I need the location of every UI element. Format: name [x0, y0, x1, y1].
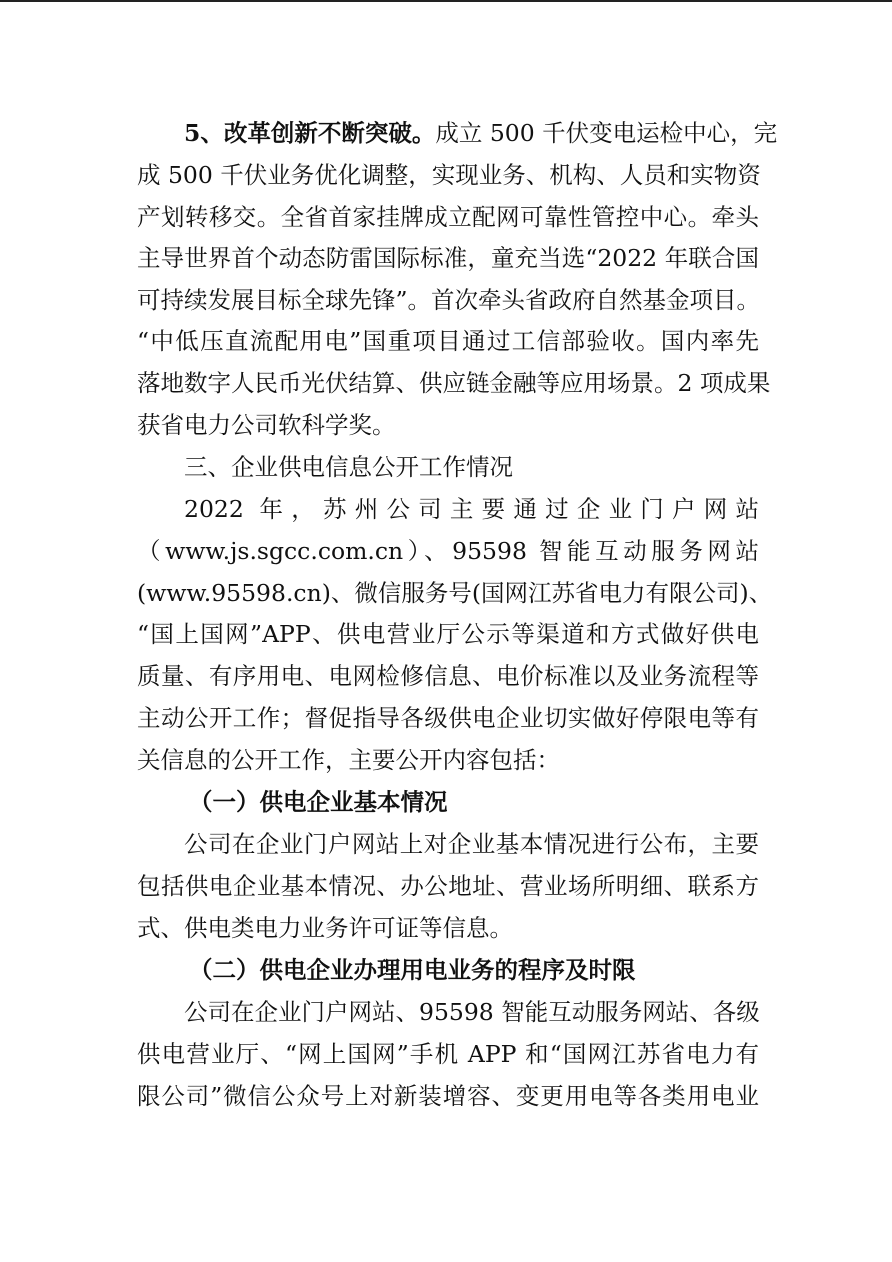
sub1-line-2: 包括供电企业基本情况、办公地址、营业场所明细、联系方 — [137, 872, 759, 900]
section3-line-2: （www.js.sgcc.com.cn）、95598 智能互动服务网站 — [137, 537, 759, 565]
section3-line-1: 2022 年，苏州公司主要通过企业门户网站 — [184, 495, 759, 523]
section3-line-3: (www.95598.cn)、微信服务号(国网江苏省电力有限公司)、 — [137, 579, 773, 607]
section3-line-7: 关信息的公开工作，主要公开内容包括： — [137, 746, 560, 774]
para5-line-1 — [137, 118, 778, 148]
sub2-heading: （二）供电企业办理用电业务的程序及时限 — [189, 956, 636, 984]
sub1-heading: （一）供电企业基本情况 — [189, 788, 448, 816]
sub2-line-3: 限公司”微信公众号上对新装增容、变更用电等各类用电业 — [137, 1082, 759, 1110]
sub2-line-1: 公司在企业门户网站、95598 智能互动服务网站、各级 — [184, 998, 760, 1026]
para5-line-7: 落地数字人民币光伏结算、供应链金融等应用场景。2 项成果 — [137, 369, 771, 397]
para5-line-6: “中低压直流配用电”国重项目通过工信部验收。国内率先 — [137, 327, 759, 355]
section3-line-6: 主动公开工作；督促指导各级供电企业切实做好停限电等有 — [137, 704, 759, 732]
para5-line-2: 成 500 千伏业务优化调整，实现业务、机构、人员和实物资 — [137, 161, 761, 189]
section3-line-4: “国上国网”APP、供电营业厅公示等渠道和方式做好供电 — [137, 620, 759, 648]
sub1-line-1: 公司在企业门户网站上对企业基本情况进行公布，主要 — [184, 830, 759, 858]
para5-line-8: 获省电力公司软科学奖。 — [137, 411, 396, 439]
section3-heading: 三、企业供电信息公开工作情况 — [184, 453, 513, 481]
sub2-line-2: 供电营业厅、“网上国网”手机 APP 和“国网江苏省电力有 — [137, 1040, 759, 1068]
para5-line-4: 主导世界首个动态防雷国际标准，童充当选“2022 年联合国 — [137, 244, 759, 272]
para5-line-3: 产划转移交。全省首家挂牌成立配网可靠性管控中心。牵头 — [137, 203, 759, 231]
para5-heading: 5、改革创新不断突破。 — [184, 119, 436, 147]
sub1-line-3: 式、供电类电力业务许可证等信息。 — [137, 914, 513, 942]
para5-text: 成立 500 千伏变电运检中心，完 — [435, 119, 778, 147]
para5-line-5: 可持续发展目标全球先锋”。首次牵头省政府自然基金项目。 — [137, 286, 761, 314]
section3-line-5: 质量、有序用电、电网检修信息、电价标准以及业务流程等 — [137, 662, 759, 690]
top-border-rule — [0, 0, 892, 2]
